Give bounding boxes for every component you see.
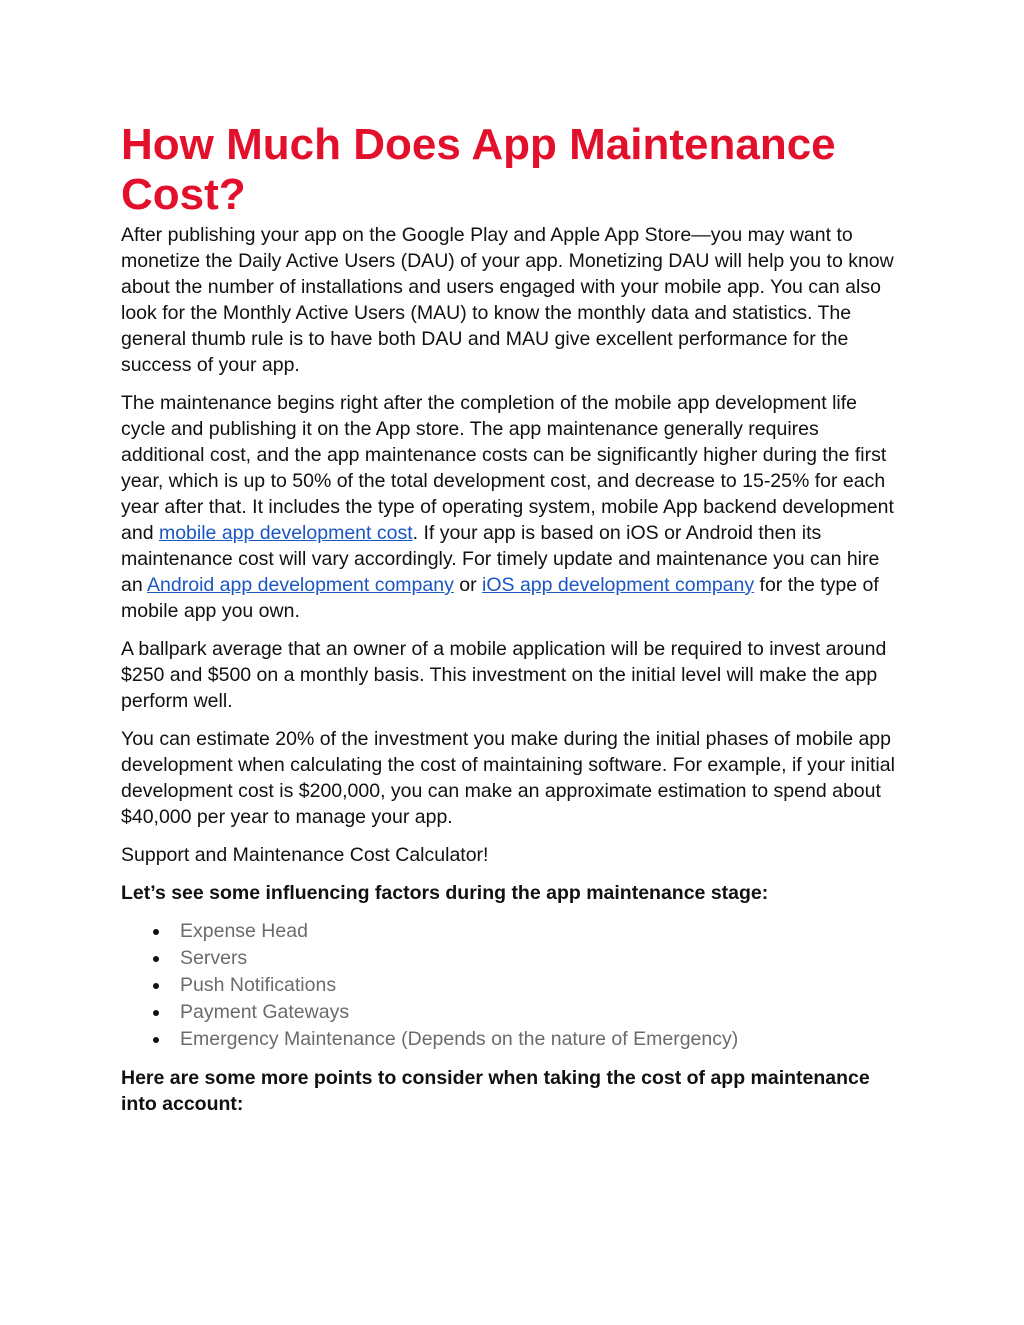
more-points-heading: Here are some more points to consider when taking the cost of app maintenance into account:: [121, 1067, 870, 1115]
bullet-icon: [153, 1010, 159, 1016]
bullet-icon: [153, 1037, 159, 1043]
list-item: [180, 1026, 903, 1053]
factors-heading: Let’s see some influencing factors during the app maintenance stage:: [121, 882, 769, 904]
factors-list: [121, 918, 903, 1053]
list-item-label: Payment Gateways: [180, 1001, 350, 1023]
bullet-icon: [153, 956, 159, 962]
list-item: [180, 999, 903, 1026]
paragraph-text: for the type of mobile app you own.: [121, 574, 879, 622]
list-item-label: Servers: [180, 947, 248, 969]
bullet-icon: [153, 929, 159, 935]
bullet-icon: [153, 983, 159, 989]
paragraph-text: The maintenance begins right after the completion of the mobile app development life cycle and publishing it on the App store. The app maintenance generally requires additional cost, and the app maintenance costs can be significantly higher during the first year, which is up to 50% of the total development cost, and decrease to 15-25% for each year after that. It includes the type of operating system, mobile App backend development and: [121, 392, 894, 544]
paragraph-text: or: [453, 574, 483, 596]
list-item: [180, 972, 903, 999]
mobile-app-development-cost-link[interactable]: mobile app development cost: [158, 522, 413, 544]
ballpark-paragraph: A ballpark average that an owner of a mobile application will be required to invest around $250 and $500 on a monthly basis. This investment on the initial level will make the app perform well.: [121, 638, 887, 712]
android-app-development-company-link[interactable]: Android app development company: [147, 574, 454, 596]
page-title: How Much Does App Maintenance Cost?: [121, 120, 836, 219]
ios-app-development-company-link[interactable]: iOS app development company: [482, 574, 755, 596]
calculator-paragraph: Support and Maintenance Cost Calculator!: [121, 844, 489, 866]
maintenance-paragraph: [121, 390, 903, 624]
document-page: [121, 120, 903, 1129]
list-item: [180, 918, 903, 945]
list-item: [180, 945, 903, 972]
paragraph-text: . If your app is based on iOS or Android then its maintenance cost will vary accordingly. For timely update and maintenance you can hire an: [121, 522, 880, 596]
intro-paragraph: After publishing your app on the Google Play and Apple App Store—you may want to monetize the Daily Active Users (DAU) of your app. Monetizing DAU will help you to know about the number of installations and users engaged with your mobile app. You can also look for the Monthly Active Users (MAU) to know the monthly data and statistics. The general thumb rule is to have both DAU and MAU give excellent performance for the success of your app.: [121, 224, 894, 376]
list-item-label: Emergency Maintenance (Depends on the nature of Emergency): [180, 1028, 739, 1050]
list-item-label: Expense Head: [180, 920, 308, 942]
estimate-paragraph: You can estimate 20% of the investment you make during the initial phases of mobile app development when calculating the cost of maintaining software. For example, if your initial development cost is $200,000, you can make an approximate estimation to spend about $40,000 per year to manage your app.: [121, 728, 895, 828]
list-item-label: Push Notifications: [180, 974, 337, 996]
